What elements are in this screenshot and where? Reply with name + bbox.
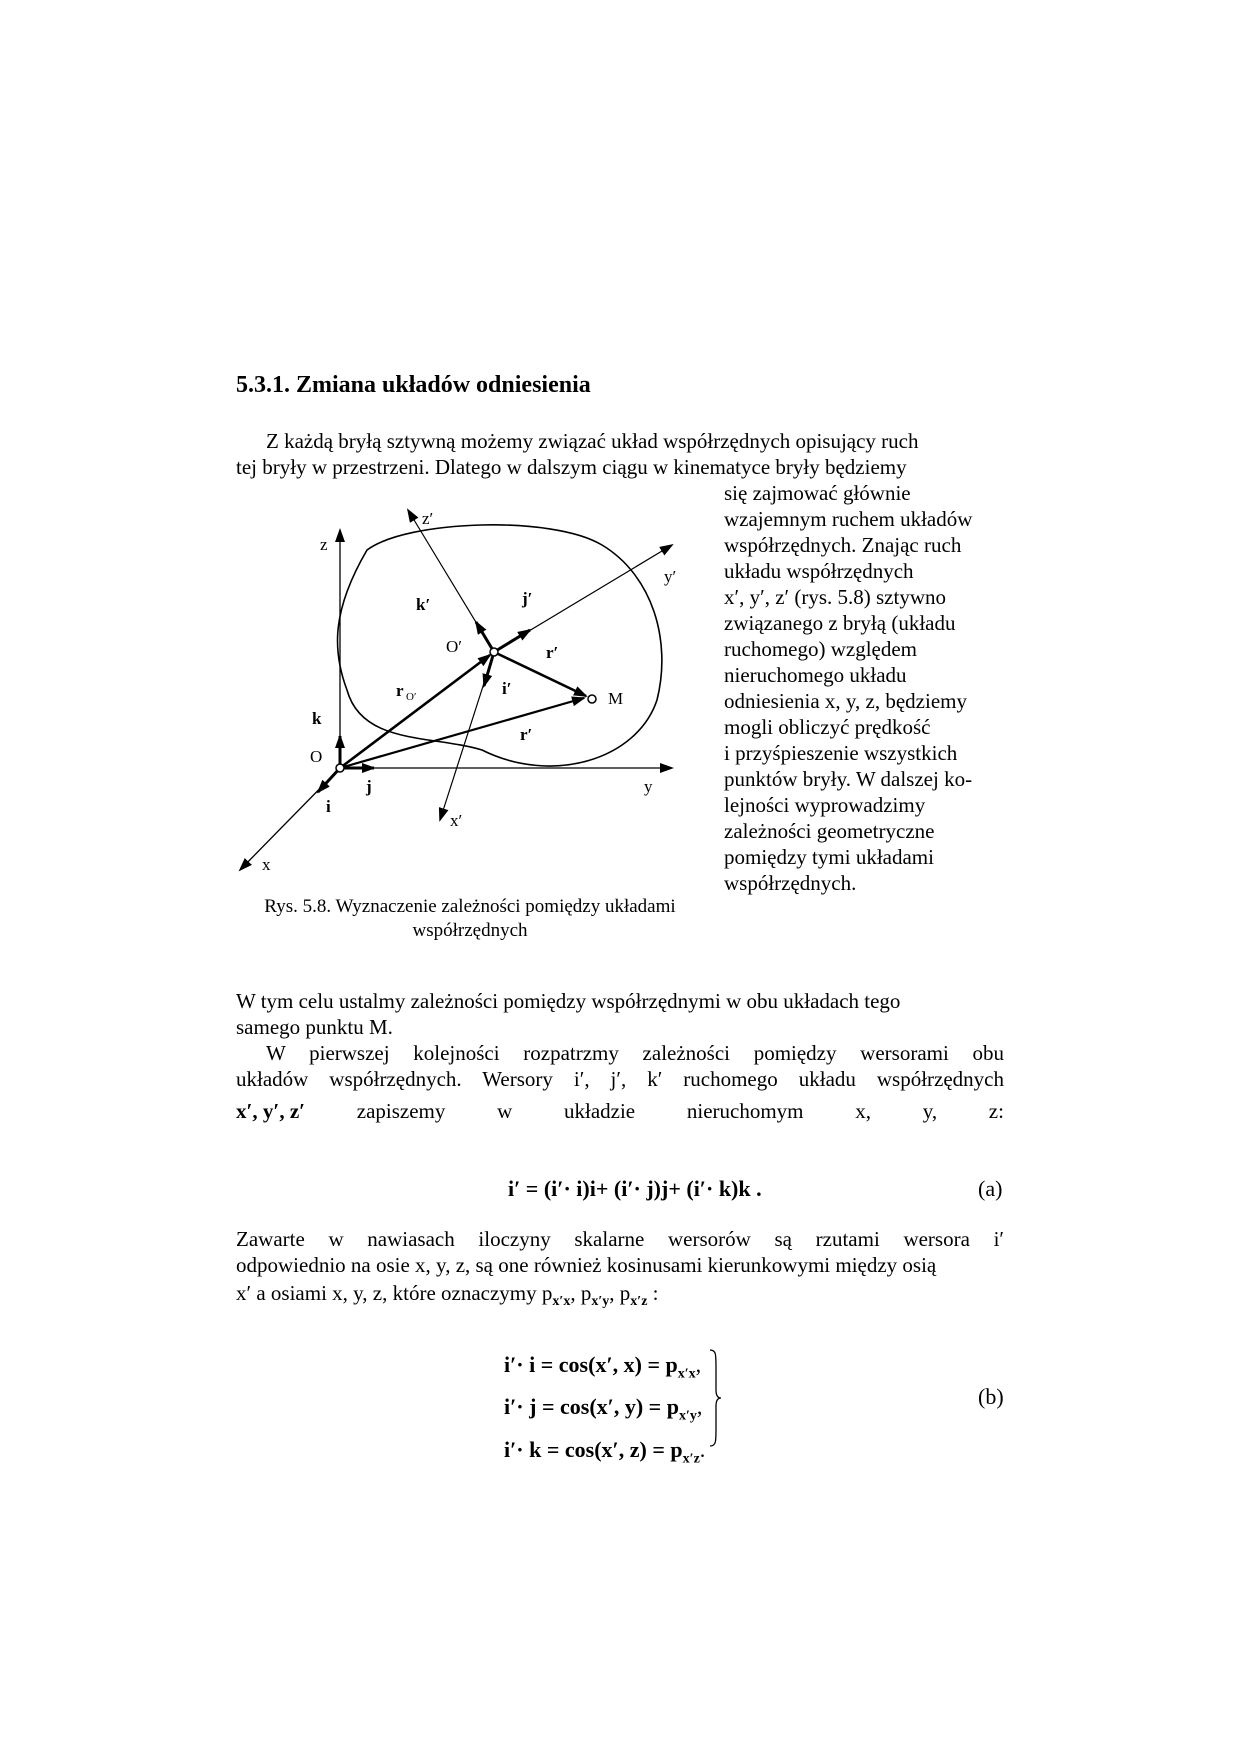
para4-line-2: odpowiednio na osie x, y, z, są one również kosinusami kierunkowymi między osią	[236, 1253, 937, 1277]
equation-a-tag: (a)	[978, 1176, 1003, 1201]
side-column-line: współrzędnych.	[724, 871, 857, 895]
side-column-line: lejności wyprowadzimy	[724, 793, 926, 817]
para3-word: y,	[922, 1099, 938, 1123]
vector-r-O-prime	[340, 655, 490, 768]
label-M: M	[608, 689, 624, 708]
figure-caption-line-2: współrzędnych	[412, 920, 528, 941]
rigid-body-outline	[337, 525, 661, 766]
para4-line3-end: :	[647, 1281, 659, 1305]
equation-b-row	[504, 1390, 705, 1432]
side-column-line: pomiędzy tymi układami	[724, 845, 934, 869]
point-O-prime	[490, 648, 498, 656]
para4-line3-text: x′ a osiami x, y, z, które oznaczymy	[236, 1281, 542, 1305]
figure-coordinate-systems	[232, 500, 692, 880]
intro-line-2: tej bryły w przestrzeni. Dlatego w dalszym ciągu w kinematyce bryły będziemy	[236, 455, 907, 479]
equation-b-brace	[708, 1348, 722, 1448]
equation-a: i′ = (i′· i)i+ (i′· j)j+ (i′· k)k .	[508, 1176, 762, 1201]
intro-line-1: Z każdą bryłą sztywną możemy związać układ współrzędnych opisujący ruch	[266, 429, 919, 453]
para2-line-2: samego punktu M.	[236, 1015, 393, 1039]
para3-word: nieruchomym	[686, 1099, 804, 1123]
label-j-prime: j′	[522, 589, 533, 608]
para4-p-symbol: p	[541, 1281, 553, 1305]
side-column-line: współrzędnych. Znając ruch	[724, 533, 962, 557]
equation-b-row	[504, 1433, 705, 1475]
label-O: O	[310, 747, 323, 766]
equation-b-end: ,	[696, 1394, 703, 1420]
side-column-line: i przyśpieszenie wszystkich	[724, 741, 958, 765]
side-column-line: odniesienia x, y, z, będziemy	[724, 689, 967, 713]
equation-b-end: .	[699, 1436, 706, 1462]
label-z: z	[320, 535, 328, 554]
para3-line-3	[236, 1098, 1004, 1124]
side-column-line: nieruchomego układu	[724, 663, 907, 687]
label-y: y	[644, 777, 653, 796]
label-r-prime-lower: r′	[520, 725, 533, 744]
equation-b-lhs: i′· k = cos(x′, z) = p	[504, 1436, 683, 1462]
para4-p-subscript: x′z	[630, 1294, 648, 1310]
equation-b-sub: x′z	[682, 1451, 700, 1467]
equation-b-sub: x′x	[677, 1366, 696, 1382]
side-column-line: wzajemnym ruchem układów	[724, 507, 973, 531]
side-column-line: mogli obliczyć prędkość	[724, 715, 931, 739]
para3-line-1: W pierwszej kolejności rozpatrzmy zależności pomiędzy wersorami obu	[266, 1041, 1004, 1065]
para4-line-1: Zawarte w nawiasach iloczyny skalarne wersorów są rzutami wersora i′	[236, 1227, 1004, 1251]
equation-b-lhs: i′· j = cos(x′, y) = p	[504, 1394, 679, 1420]
para3-word: zapiszemy	[356, 1099, 446, 1123]
side-column-text	[724, 480, 972, 896]
para3-word: układzie	[564, 1099, 636, 1123]
label-O-prime: O′	[446, 637, 462, 656]
side-column-line: zależności geometryczne	[724, 819, 935, 843]
side-column-line: x′, y′, z′ (rys. 5.8) sztywno	[724, 585, 946, 609]
label-r-prime-upper: r′	[546, 643, 559, 662]
equation-b-end: ,	[695, 1352, 702, 1377]
label-z-prime: z′	[422, 509, 434, 528]
label-k-prime: k′	[416, 595, 431, 614]
label-r-O-prime-sub: O′	[406, 691, 417, 703]
para3-word: x,	[855, 1099, 871, 1123]
para3-word: z:	[988, 1099, 1004, 1123]
para4-p-symbol: p	[619, 1281, 631, 1305]
point-O	[336, 764, 344, 772]
para3-word: x′, y′, z′	[236, 1099, 306, 1123]
para4-p-symbol: p	[580, 1281, 592, 1305]
side-column-line: układu współrzędnych	[724, 559, 914, 583]
label-x: x	[262, 855, 271, 874]
para3-line-2: układów współrzędnych. Wersory i′, j′, k′ ruchomego układu współrzędnych	[236, 1067, 1004, 1091]
para4-p-subscript: x′y	[591, 1294, 610, 1310]
label-r-O-prime: r	[396, 681, 404, 700]
equation-b-sub: x′y	[678, 1408, 697, 1424]
label-k: k	[312, 709, 322, 728]
equation-b	[504, 1348, 705, 1475]
label-i-prime: i′	[502, 679, 512, 698]
vector-i	[318, 768, 340, 792]
para4-p-subscript: x′x	[552, 1294, 571, 1310]
side-column-line: ruchomego) względem	[724, 637, 918, 661]
equation-b-row	[504, 1348, 705, 1390]
label-y-prime: y′	[664, 567, 677, 586]
section-heading: 5.3.1. Zmiana układów odniesienia	[236, 372, 591, 398]
side-column-line: punktów bryły. W dalszej ko-	[724, 767, 973, 791]
vector-r-prime-lower	[340, 698, 584, 768]
label-j: j	[366, 777, 372, 796]
point-M	[588, 695, 596, 703]
para3-word: w	[497, 1099, 513, 1123]
vector-j-prime	[494, 630, 530, 652]
equation-b-tag: (b)	[978, 1384, 1004, 1409]
label-i: i	[326, 797, 331, 816]
para2-line-1: W tym celu ustalmy zależności pomiędzy współrzędnymi w obu układach tego	[236, 989, 901, 1013]
para4-line-3: x′ a osiami x, y, z, które oznaczymy $p_{x'x}$, $p_{x'y}$, $p_{x'z}$ :	[236, 1281, 659, 1310]
side-column-line: się zajmować głównie	[724, 481, 911, 505]
side-column-line: związanego z bryłą (układu	[724, 611, 956, 635]
figure-caption-line-1: Rys. 5.8. Wyznaczenie zależności pomiędzy układami	[264, 896, 676, 917]
vector-k-prime	[476, 622, 494, 652]
equation-b-lhs: i′· i = cos(x′, x) = p	[504, 1352, 678, 1377]
label-x-prime: x′	[450, 811, 463, 830]
